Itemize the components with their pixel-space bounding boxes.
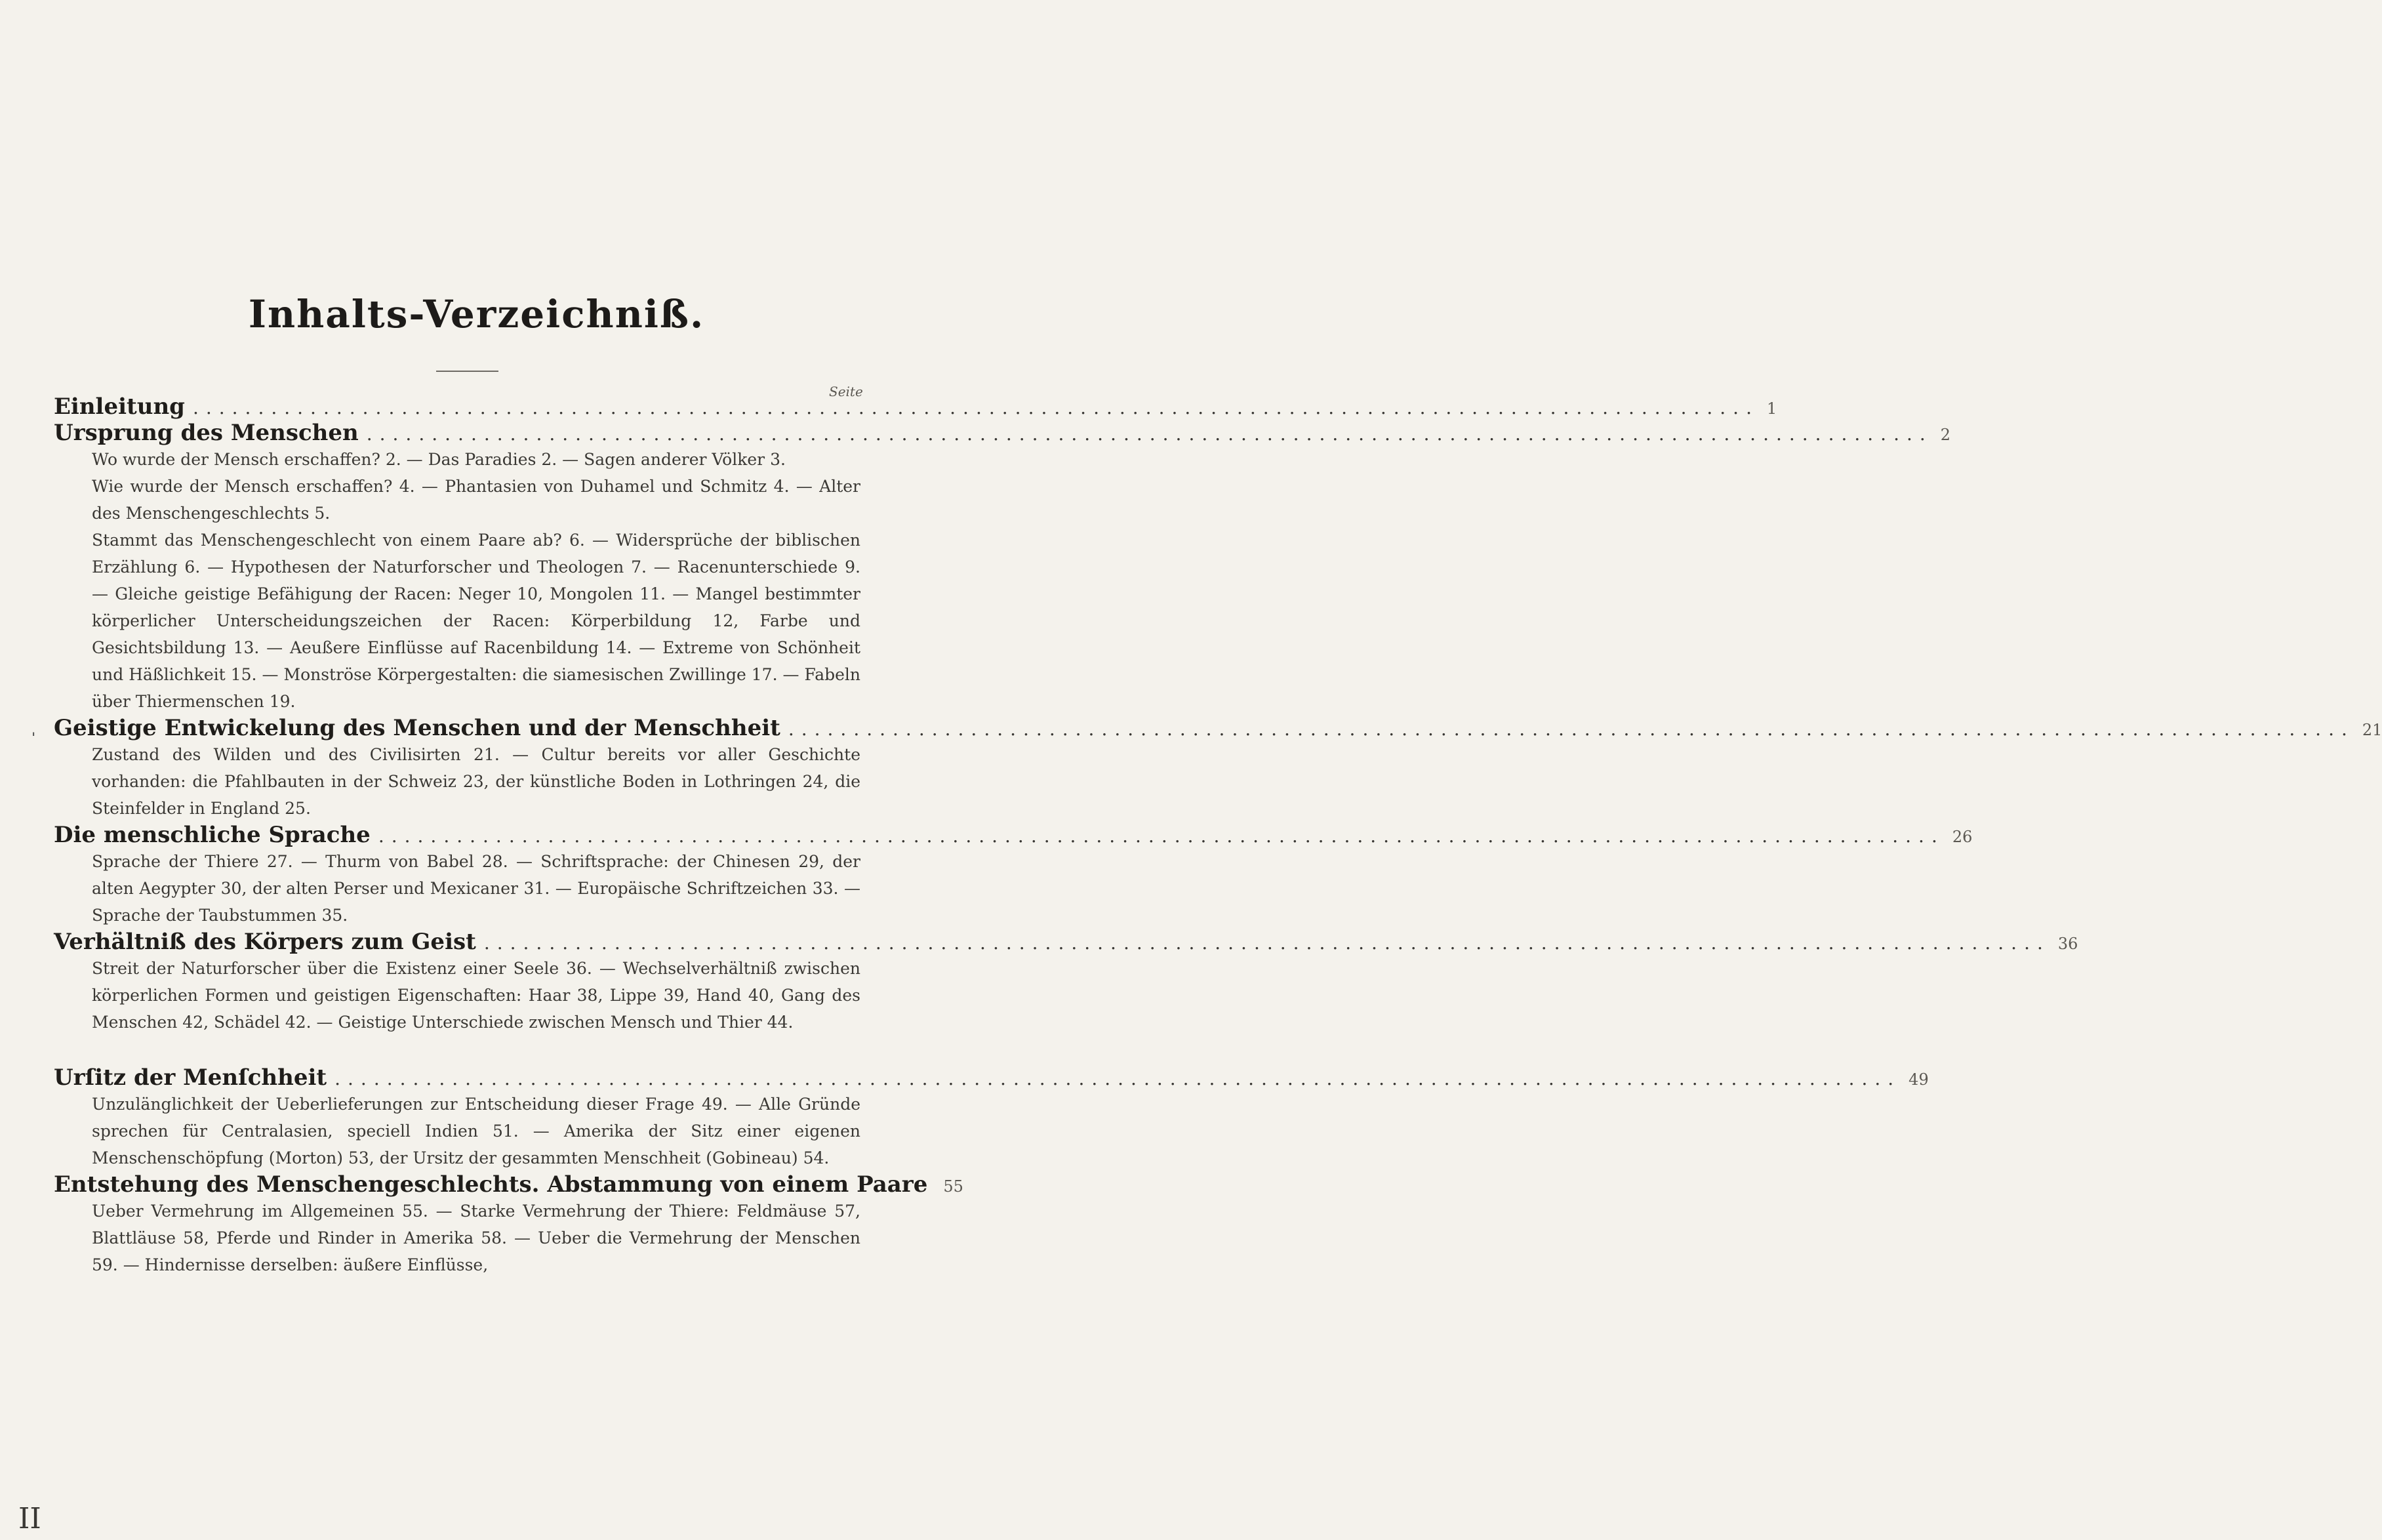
toc-description — [54, 1091, 874, 1171]
toc-page-number: 36 — [2057, 935, 2078, 953]
toc-description-paragraph: Stammt das Menschengeschlecht von einem Paare ab? 6. — Widersprüche der biblischen Erzählung 6. — Hypothesen der Naturforscher und Theologen 7. — Racenunterschiede 9. — Gleiche geistige Befähigung der Racen: Neger 10, Mongolen 11. — Mangel bestimmter körperlicher Unterscheidungszeichen der Racen: Körperbildung 12, Farbe und Gesichtsbildung 13. — Aeußere Einflüsse auf Racenbildung 14. — Extreme von Schönheit und Häßlichkeit 15. — Monströse Körpergestalten: die siamesischen Zwillinge 17. — Fabeln über Thiermenschen 19. — [92, 531, 860, 711]
toc-description-paragraph: Ueber Vermehrung im Allgemeinen 55. — Starke Vermehrung der Thiere: Feldmäuse 57, Blattläuse 58, Pferde und Rinder in Amerika 58. — Ueber die Vermehrung der Menschen 59. — Hindernisse derselben: äußere Einflüsse, — [92, 1202, 860, 1274]
toc-page-number: 49 — [1908, 1070, 1929, 1089]
toc-entry — [54, 1171, 963, 1278]
toc-heading-text: Entstehung des Menschengeschlechts. Abstammung von einem Paare — [54, 1171, 928, 1198]
dot-leader: ........................................................................................................................ — [192, 397, 1759, 418]
toc-description — [54, 446, 874, 715]
toc-entry — [54, 929, 2078, 1036]
table-of-contents — [31, 394, 2382, 1278]
toc-description-paragraph: Sprache der Thiere 27. — Thurm von Babel 28. — Schriftsprache: der Chinesen 29, der alten Aegypter 30, der alten Perser und Mexicaner 31. — Europäische Schriftzeichen 33. — Sprache der Taubstummen 35. — [92, 852, 860, 925]
toc-heading-text: Urſitz der Menſchheit — [54, 1064, 327, 1091]
toc-heading — [54, 1171, 963, 1198]
toc-description — [54, 955, 874, 1036]
toc-page-number: 55 — [943, 1177, 963, 1196]
page-column-label: Seite — [829, 384, 863, 399]
toc-heading — [54, 420, 1951, 446]
toc-entry — [54, 822, 1973, 929]
toc-entry — [31, 715, 2382, 822]
toc-heading-text: Die menschliche Sprache — [54, 822, 371, 848]
toc-description-paragraph: Wo wurde der Mensch erschaffen? 2. — Das Paradies 2. — Sagen anderer Völker 3. — [92, 450, 786, 469]
toc-description — [54, 1198, 874, 1278]
dot-leader: ........................................................................................................................ — [366, 423, 1933, 445]
toc-heading — [54, 1064, 1929, 1091]
toc-entry — [54, 394, 1777, 420]
toc-heading-text: Verhältniß des Körpers zum Geist — [54, 929, 476, 955]
toc-description — [54, 741, 874, 822]
toc-heading-text: Geistige Entwickelung des Menschen und der Menschheit — [54, 715, 780, 741]
toc-entry — [54, 1064, 1929, 1171]
toc-entry — [54, 420, 1951, 715]
toc-heading — [54, 929, 2078, 955]
toc-page-number: 21 — [2362, 721, 2382, 739]
toc-description-paragraph: Streit der Naturforscher über die Existenz einer Seele 36. — Wechselverhältniß zwischen körperlichen Formen und geistigen Eigenschaften: Haar 38, Lippe 39, Hand 40, Gang des Menschen 42, Schädel 42. — Geistige Unterschiede zwischen Mensch und Thier 44. — [92, 959, 860, 1032]
toc-description-paragraph: Wie wurde der Mensch erschaffen? 4. — Phantasien von Duhamel und Schmitz 4. — Alter des Menschengeschlechts 5. — [92, 477, 860, 523]
toc-heading — [31, 715, 2382, 741]
margin-mark: ˌ — [31, 721, 36, 739]
toc-description-paragraph: Zustand des Wilden und des Civilisirten 21. — Cultur bereits vor aller Geschichte vorhanden: die Pfahlbauten in der Schweiz 23, der künstliche Boden in Lothringen 24, die Steinfelder in England 25. — [92, 745, 860, 818]
dot-leader: ........................................................................................................................ — [334, 1068, 1901, 1089]
toc-heading-text: Ursprung des Menschen — [54, 420, 359, 446]
dot-leader: ........................................................................................................................ — [378, 825, 1945, 847]
dot-leader: ........................................................................................................................ — [788, 718, 2354, 740]
toc-page-number: 1 — [1766, 399, 1777, 418]
toc-description-paragraph: Unzulänglichkeit der Ueberlieferungen zur Entscheidung dieser Frage 49. — Alle Gründe sprechen für Centralasien, speciell Indien 51. — Amerika der Sitz einer eigenen Menschenschöpfung (Morton) 53, der Ursitz der gesammten Menschheit (Gobineau) 54. — [92, 1095, 860, 1167]
toc-heading — [54, 822, 1973, 848]
toc-description — [54, 848, 874, 929]
footer-mark: II — [18, 1502, 41, 1535]
dot-leader: ........................................................................................................................ — [483, 932, 2050, 954]
page-title: Inhalts-Verzeichniß. — [248, 292, 705, 336]
title-rule — [436, 371, 498, 372]
toc-page-number: 26 — [1952, 828, 1973, 846]
toc-heading-text: Einleitung — [54, 394, 185, 420]
toc-heading — [54, 394, 1777, 420]
toc-page-number: 2 — [1940, 426, 1951, 444]
